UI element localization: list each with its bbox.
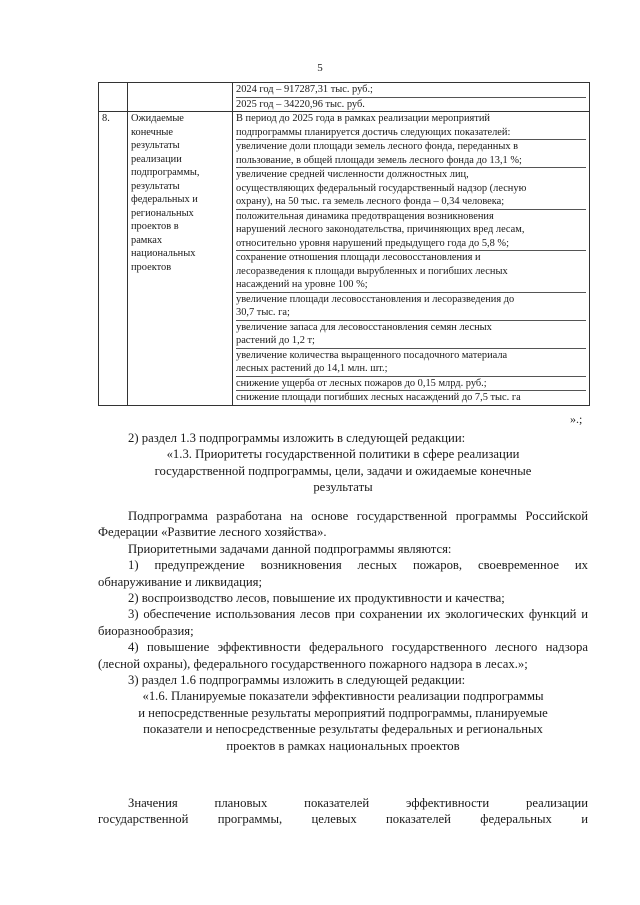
task-item-4: 4) повышение эффективности федерального государственного лесного надзора (лесной охраны), федерального государственного пожарного надзора в лесах.»;: [98, 640, 588, 671]
task-item-1: 1) предупреждение возникновения лесных пожаров, своевременное их обнаруживание и ликвидация;: [98, 558, 588, 589]
content-line: снижение ущерба от лесных пожаров до 0,15 млрд. руб.;: [236, 377, 586, 392]
content-line: нарушений лесного законодательства, причиняющих вред лесам,: [236, 224, 525, 235]
heading-line: показатели и непосредственные результаты федеральных и региональных: [143, 722, 543, 737]
heading-line: и непосредственные результаты мероприятий подпрограммы, планируемые: [138, 705, 548, 720]
content-line: увеличение доли площади земель лесного фонда, переданных в: [236, 141, 519, 152]
content-line: лесоразведения к площади вырубленных и погибших лесных: [236, 265, 508, 277]
content-line: охрану), на 50 тыс. га земель лесного фонда – 0,34 человека;: [236, 195, 586, 210]
row-label: [128, 112, 233, 406]
paragraph-priority: Приоритетными задачами данной подпрограммы являются:: [128, 541, 452, 556]
section-1-3-block: [98, 430, 588, 496]
content-line: увеличение площади лесовосстановления и лесоразведения до: [236, 293, 515, 305]
content-line: сохранение отношения площади лесовосстановления и: [236, 252, 481, 263]
content-line: В период до 2025 года в рамках реализации мероприятий: [236, 113, 490, 124]
values-line: государственной программы, целевых показателей федеральных и: [98, 812, 588, 827]
label-line: проектов в: [131, 221, 179, 232]
cell-funding-years: [233, 83, 590, 112]
content-line: пользование, в общей площади земель лесного фонда до 13,1 %;: [236, 154, 586, 169]
label-line: проектов: [131, 261, 172, 273]
label-line: федеральных и: [131, 194, 198, 205]
heading-line: «1.6. Планируемые показатели эффективности реализации подпрограммы: [142, 689, 544, 704]
content-line: увеличение запаса для лесовосстановления семян лесных: [236, 321, 492, 333]
label-line: рамках: [131, 234, 163, 246]
values-paragraph: [98, 795, 588, 828]
label-line: подпрограммы,: [131, 167, 200, 178]
heading-line: государственной подпрограммы, цели, задачи и ожидаемые конечные: [154, 463, 532, 478]
funding-line-2025: 2025 год – 34220,96 тыс. руб.: [236, 98, 365, 110]
closing-quote: ».;: [570, 412, 583, 426]
content-line: насаждений на уровне 100 %;: [236, 278, 586, 293]
funding-line-2024: 2024 год – 917287,31 тыс. руб.;: [236, 83, 586, 98]
values-line: Значения плановых показателей эффективности реализации: [128, 796, 588, 810]
task-item-2: 2) воспроизводство лесов, повышение их продуктивности и качества;: [128, 591, 505, 606]
heading-line: результаты: [313, 480, 373, 495]
content-line: относительно уровня нарушений предыдущего года до 5,8 %;: [236, 237, 586, 252]
table-row-8: [99, 112, 590, 406]
content-line: подпрограммы планируется достичь следующих показателей:: [236, 126, 586, 141]
section-1-3-body: [98, 508, 588, 754]
row-content: [233, 112, 590, 406]
content-line: лесных растений до 14,1 млн. шт.;: [236, 362, 586, 377]
cell-empty-label: [128, 83, 233, 112]
label-line: реализации: [131, 153, 182, 165]
heading-line: «1.3. Приоритеты государственной политики в сфере реализации: [166, 447, 520, 462]
label-line: результаты: [131, 140, 180, 151]
content-line: положительная динамика предотвращения возникновения: [236, 210, 494, 222]
label-line: конечные: [131, 126, 174, 138]
label-line: Ожидаемые: [131, 113, 184, 124]
table-row-funding: [99, 83, 590, 112]
amendment-item-3: 3) раздел 1.6 подпрограммы изложить в следующей редакции:: [128, 673, 466, 688]
label-line: региональных: [131, 207, 194, 219]
content-line: осуществляющих федеральный государственный надзор (лесную: [236, 182, 527, 194]
content-line: увеличение количества выращенного посадочного материала: [236, 349, 508, 361]
indicators-table: [98, 82, 590, 406]
label-line: национальных: [131, 248, 196, 259]
paragraph-basis: Подпрограмма разработана на основе государственной программы Российской Федерации «Развитие лесного хозяйства».: [98, 509, 588, 540]
content-line: снижение площади погибших лесных насаждений до 7,5 тыс. га: [236, 392, 521, 403]
content-line: 30,7 тыс. га;: [236, 306, 586, 321]
cell-empty-num: [99, 83, 128, 112]
content-line: увеличение средней численности должностных лиц,: [236, 169, 469, 180]
task-item-3: 3) обеспечение использования лесов при сохранении их экологических функций и биоразнообразия;: [98, 607, 588, 638]
page-number: 5: [317, 62, 323, 74]
label-line: результаты: [131, 180, 180, 192]
row-number: 8.: [99, 112, 128, 406]
heading-line: проектов в рамках национальных проектов: [226, 738, 460, 753]
amendment-item-2: 2) раздел 1.3 подпрограммы изложить в следующей редакции:: [128, 431, 466, 445]
content-line: растений до 1,2 т;: [236, 334, 586, 349]
